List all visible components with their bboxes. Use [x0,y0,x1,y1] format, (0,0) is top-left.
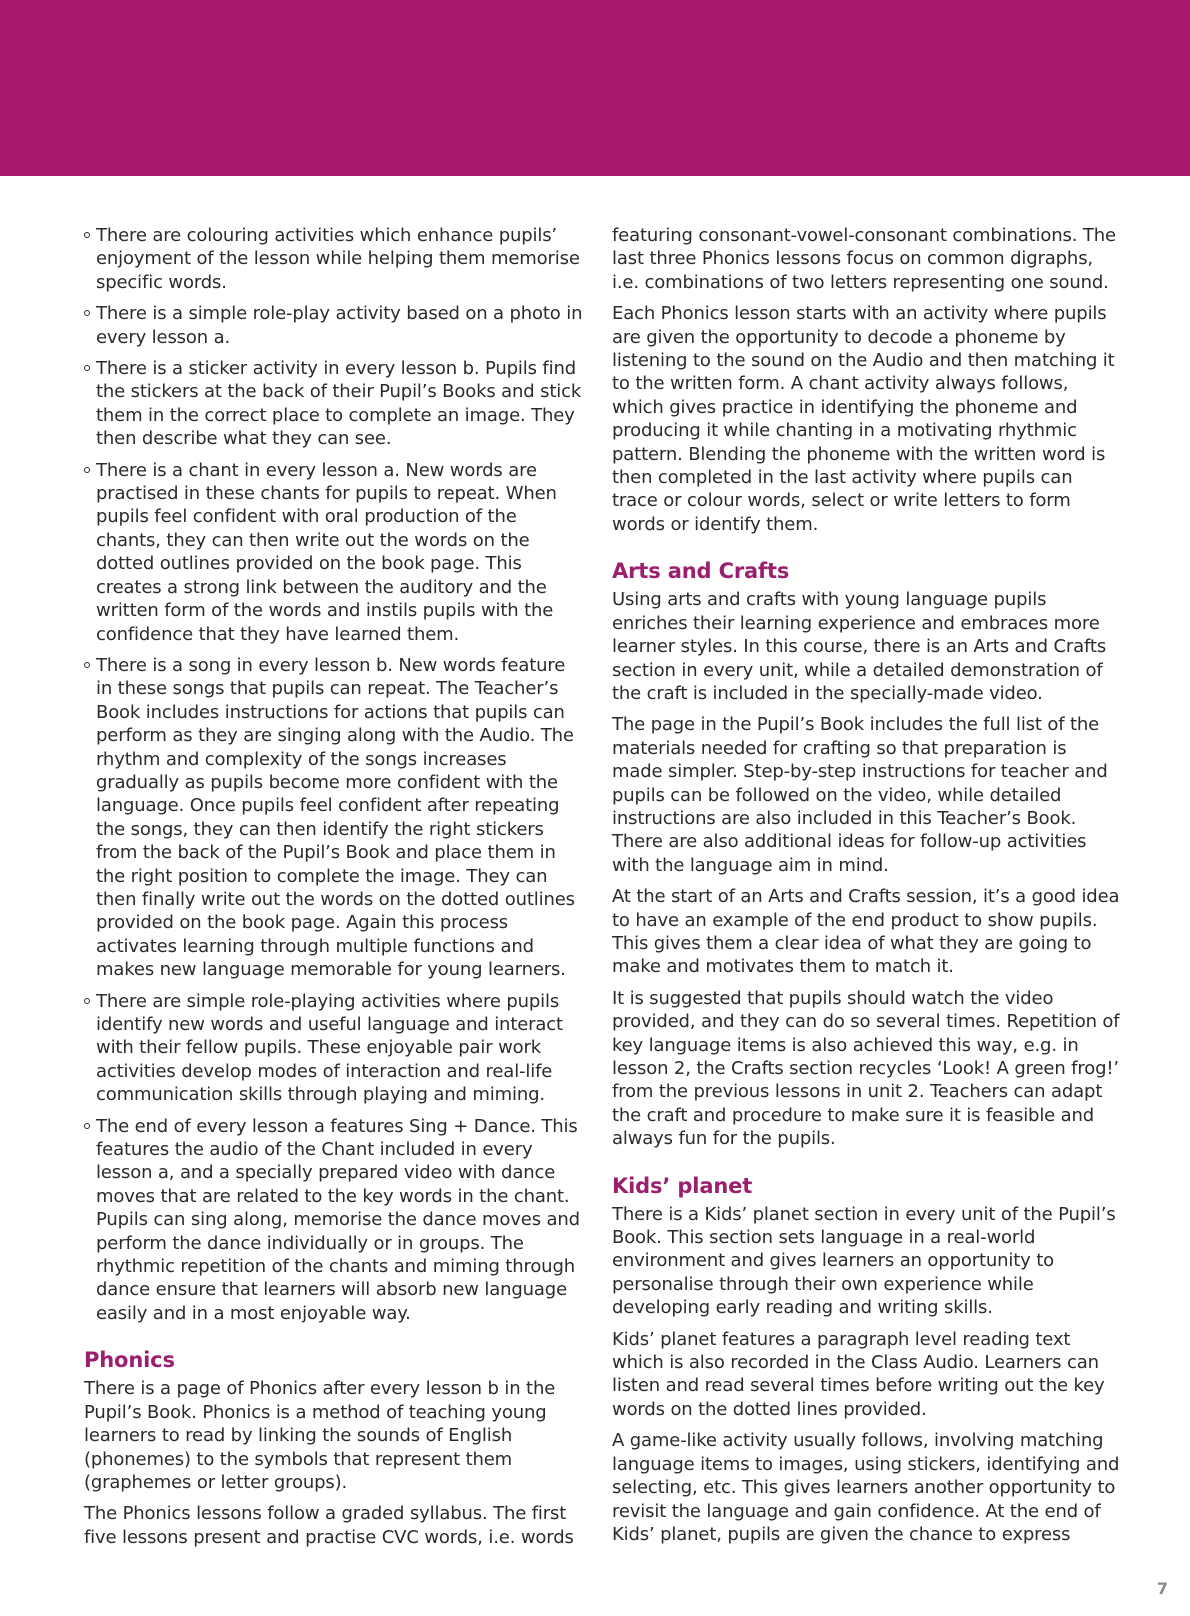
kids-planet-paragraph: A game-like activity usually follows, involving matching language items to images, using stickers, identifying and selecting, etc. This gives learners another opportunity to revisit the language and gain confidence. At the end of Kids’ planet, pupils are given the chance to express [612,1430,1120,1545]
page-number: 7 [1156,1579,1168,1598]
arts-crafts-paragraph: It is suggested that pupils should watch the video provided, and they can do so several times. Repetition of key language items is also achieved this way, e.g. in lesson 2, the Crafts section recycles ‘Look! A green frog!’ from the previous lessons in unit 2. Teachers can adapt the craft and procedure to make sure it is feasible and always fun for the pupils. [612,987,1120,1150]
arts-crafts-paragraph: Using arts and crafts with young language pupils enriches their learning experience and embraces more learner styles. In this course, there is an Arts and Crafts section in every unit, while a detailed demonstration of the craft is included in the specially-made video. [612,589,1107,704]
kids-planet-heading: Kids’ planet [612,1173,753,1198]
left-column [84,224,584,1557]
kids-planet-paragraph: There is a Kids’ planet section in every unit of the Pupil’s Book. This section sets language in a real-world environment and gives learners an opportunity to personalise through their own experience while developing early reading and writing skills. [612,1203,1116,1319]
phonics-paragraph: Each Phonics lesson starts with an activity where pupils are given the opportunity to decode a phoneme by listening to the sound on the Audio and then matching it to the written form. A chant activity always follows, which gives practice in identifying the phoneme and producing it while chanting in a motivating rhythmic pattern. Blending the phoneme with the written word is then completed in the last activity where pupils can trace or colour words, select or write letters to form words or identify them. [612,303,1115,535]
bullet-item: There is a sticker activity in every lesson b. Pupils find the stickers at the back of their Pupil’s Books and stick them in the correct place to complete an image. They then describe what they can see. [84,357,584,451]
bullet-item: There is a simple role-play activity based on a photo in every lesson a. [84,302,584,349]
phonics-paragraph: There is a page of Phonics after every lesson b in the Pupil’s Book. Phonics is a method of teaching young learners to read by linking the sounds of English (phonemes) to the symbols that represent them (graphemes or letter groups). [84,1378,556,1493]
phonics-paragraph: The Phonics lessons follow a graded syllabus. The first five lessons present and practise CVC words, i.e. words [84,1503,574,1548]
arts-crafts-heading: Arts and Crafts [612,559,790,584]
bullet-item: There is a song in every lesson b. New words feature in these songs that pupils can repeat. The Teacher’s Book includes instructions for actions that pupils can perform as they are singing along with the Audio. The rhythm and complexity of the songs increases gradually as pupils become more confident with the language. Once pupils feel confident after repeating the songs, they can then identify the right stickers from the back of the Pupil’s Book and place them in the right position to complete the image. They can then finally write out the words on the dotted outlines provided on the book page. Again this process activates learning through multiple functions and makes new language memorable for young learners. [84,654,584,982]
arts-crafts-paragraph: At the start of an Arts and Crafts session, it’s a good idea to have an example of the end product to show pupils. This gives them a clear idea of what they are going to make and motivates them to match it. [612,886,1120,978]
kids-planet-paragraph: Kids’ planet features a paragraph level reading text which is also recorded in the Class Audio. Learners can listen and read several times before writing out the key words on the dotted lines provided. [612,1328,1105,1420]
bullet-item: There are simple role-playing activities where pupils identify new words and useful language and interact with their fellow pupils. These enjoyable pair work activities develop modes of interaction and real-life communication skills through playing and miming. [84,990,584,1107]
bullet-item: There is a chant in every lesson a. New words are practised in these chants for pupils to repeat. When pupils feel confident with oral production of the chants, they can then write out the words on the dotted outlines provided on the book page. This creates a strong link between the auditory and the written form of the words and instils pupils with the confidence that they have learned them. [84,459,584,646]
phonics-heading: Phonics [84,1348,175,1373]
bullet-item: The end of every lesson a features Sing + Dance. This features the audio of the Chant included in every lesson a, and a specially prepared video with dance moves that are related to the key words in the chant. Pupils can sing along, memorise the dance moves and perform the dance individually or in groups. The rhythmic repetition of the chants and miming through dance ensure that learners will absorb new language easily and in a most enjoyable way. [84,1115,584,1326]
activity-bullet-list [84,224,584,1325]
right-column [612,224,1120,1554]
phonics-paragraph: featuring consonant-vowel-consonant combinations. The last three Phonics lessons focus on common digraphs, i.e. combinations of two letters representing one sound. [612,225,1116,293]
bullet-item: There are colouring activities which enhance pupils’ enjoyment of the lesson while helping them memorise specific words. [84,224,584,294]
arts-crafts-paragraph: The page in the Pupil’s Book includes the full list of the materials needed for crafting so that preparation is made simpler. Step-by-step instructions for teacher and pupils can be followed on the video, while detailed instructions are also included in this Teacher’s Book. There are also additional ideas for follow-up activities with the language aim in mind. [612,714,1108,876]
header-banner [0,0,1190,176]
